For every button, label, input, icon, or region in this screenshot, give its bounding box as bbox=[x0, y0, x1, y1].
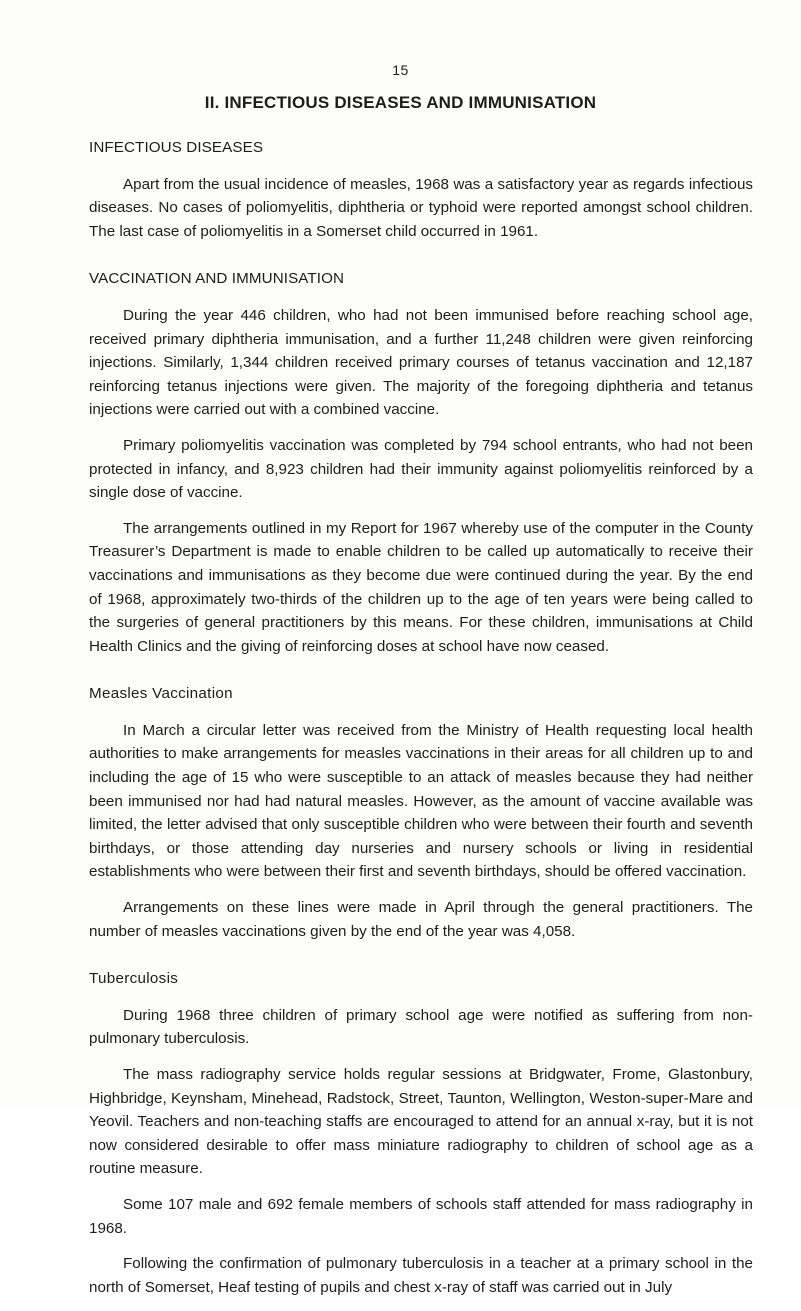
paragraph-measles-1: In March a circular letter was received from the Ministry of Health requesting local health authorities to make arrangements for measles vaccinations in their areas for all children up to and including the age of 15 who were susceptible to an attack of measles because they had neither been immunised nor had had natural measles. However, as the amount of vaccine available was limited, the letter advised that only susceptible children who were between their fourth and seventh birthdays, or those attending day nurseries and nursery schools or living in residential establishments who were between their first and seventh birthdays, should be offered vaccination. bbox=[89, 721, 753, 881]
paragraph-vaccination-2: Primary poliomyelitis vaccination was completed by 794 school entrants, who had not been protected in infancy, and 8,923 children had their immunity against poliomyelitis reinforced by a single dose of vaccine. bbox=[89, 436, 753, 502]
paragraph-tuberculosis-1: During 1968 three children of primary school age were notified as suffering from non-pulmonary tuberculosis. bbox=[89, 1006, 753, 1048]
paragraph-vaccination-3: The arrangements outlined in my Report for 1967 whereby use of the computer in the County Treasurer’s Department is made to enable children to be called up automatically to receive their vaccinations and immunisations as they become due were continued during the year. By the end of 1968, approximately two-thirds of the children up to the age of ten years were being called to the surgeries of general practitioners by this means. For these children, immunisations at Child Health Clinics and the giving of reinforcing doses at school have now ceased. bbox=[89, 519, 753, 655]
paragraph-infectious-1: Apart from the usual incidence of measles, 1968 was a satisfactory year as regards infectious diseases. No cases of poliomyelitis, diphtheria or typhoid were reported amongst school children. The last case of poliomyelitis in a Somerset child occurred in 1961. bbox=[89, 175, 753, 240]
section-heading-vaccination: VACCINATION AND IMMUNISATION bbox=[89, 270, 345, 288]
page-title: II. INFECTIOUS DISEASES AND IMMUNISATION bbox=[204, 93, 597, 112]
section-heading-tuberculosis: Tuberculosis bbox=[89, 970, 179, 988]
section-gap bbox=[89, 255, 753, 267]
section-heading-infectious-diseases: INFECTIOUS DISEASES bbox=[89, 139, 264, 156]
section-gap bbox=[89, 670, 753, 682]
paragraph-tuberculosis-2: The mass radiography service holds regular sessions at Bridgwater, Frome, Glastonbury, Highbridge, Keynsham, Minehead, Radstock, Street, Taunton, Wellington, Weston-super-Mare and Yeovil. Teachers and non-teaching staffs are encouraged to attend for an annual x-ray, but it is not now considered desirable to offer mass miniature radiography to children of school age as a routine measure. bbox=[89, 1066, 753, 1178]
section-gap bbox=[89, 955, 753, 967]
page-number: 15 bbox=[392, 62, 409, 78]
section-heading-measles: Measles Vaccination bbox=[89, 685, 233, 703]
paragraph-tuberculosis-3: Some 107 male and 692 female members of schools staff attended for mass radiography in 1968. bbox=[89, 1195, 753, 1237]
paragraph-tuberculosis-4: Following the confirmation of pulmonary tuberculosis in a teacher at a primary school in the north of Somerset, Heaf testing of pupils and chest x-ray of staff was carried out in July bbox=[89, 1255, 753, 1296]
paragraph-measles-2: Arrangements on these lines were made in April through the general practitioners. The number of measles vaccinations given by the end of the year was 4,058. bbox=[89, 899, 753, 940]
document-body bbox=[89, 136, 753, 1311]
paragraph-vaccination-1: During the year 446 children, who had not been immunised before reaching school age, received primary diphtheria immunisation, and a further 11,248 children were given reinforcing injections. Similarly, 1,344 children received primary courses of tetanus vaccination and 12,187 reinforcing tetanus injections were given. The majority of the foregoing diphtheria and tetanus injections were carried out with a combined vaccine. bbox=[89, 306, 753, 419]
